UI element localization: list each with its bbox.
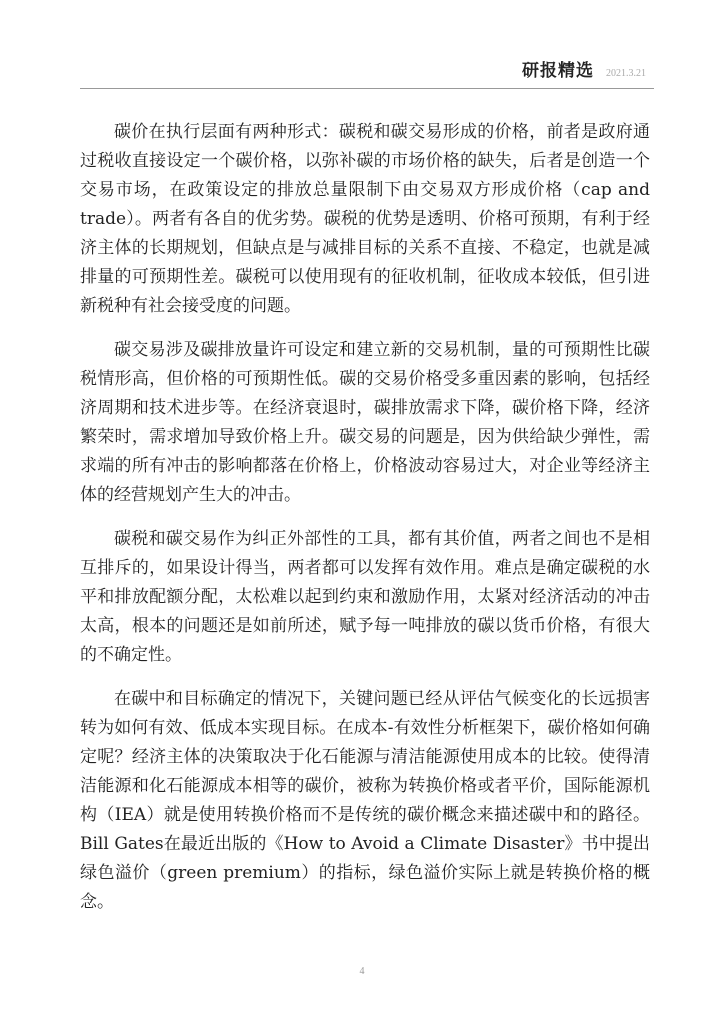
page-number: 4: [359, 966, 365, 977]
paragraph-carbon-price-forms: 碳价在执行层面有两种形式：碳税和碳交易形成的价格，前者是政府通过税收直接设定一个碳价格，以弥补碳的市场价格的缺失，后者是创造一个交易市场，在政策设定的排放总量限制下由交易双方形成价格（cap and trade）。两者有各自的优劣势。碳税的优势是透明、价格可预期，有利于经济主体的长期规划，但缺点是与减排目标的关系不直接、不稳定，也就是减排量的可预期性差。碳税可以使用现有的征收机制，征收成本较低，但引进新税种有社会接受度的问题。: [80, 122, 650, 316]
running-header: [522, 56, 646, 81]
header-divider: [80, 88, 654, 89]
paragraph-carbon-trading: 碳交易涉及碳排放量许可设定和建立新的交易机制，量的可预期性比碳税情形高，但价格的可预期性低。碳的交易价格受多重因素的影响，包括经济周期和技术进步等。在经济衰退时，碳排放需求下降，碳价格下降，经济繁荣时，需求增加导致价格上升。碳交易的问题是，因为供给缺少弹性，需求端的所有冲击的影响都落在价格上，价格波动容易过大，对企业等经济主体的经营规划产生大的冲击。: [80, 340, 650, 505]
paragraph-carbon-neutral-target: 在碳中和目标确定的情况下，关键问题已经从评估气候变化的长远损害转为如何有效、低成本实现目标。在成本-有效性分析框架下，碳价格如何确定呢？经济主体的决策取决于化石能源与清洁能源使用成本的比较。使得清洁能源和化石能源成本相等的碳价，被称为转换价格或者平价，国际能源机构（IEA）就是使用转换价格而不是传统的碳价概念来描述碳中和的路径。Bill Gates在最近出版的《How to Avoid a Climate Disaster》书中提出绿色溢价（green premium）的指标，绿色溢价实际上就是转换价格的概念。: [80, 689, 650, 912]
paragraph-tax-and-trading-tools: 碳税和碳交易作为纠正外部性的工具，都有其价值，两者之间也不是相互排斥的，如果设计得当，两者都可以发挥有效作用。难点是确定碳税的水平和排放配额分配，太松难以起到约束和激励作用，太紧对经济活动的冲击太高，根本的问题还是如前所述，赋予每一吨排放的碳以货币价格，有很大的不确定性。: [80, 529, 650, 665]
header-date: 2021.3.21: [606, 68, 646, 79]
document-body: [80, 118, 650, 932]
header-title: 研报精选: [522, 61, 594, 81]
